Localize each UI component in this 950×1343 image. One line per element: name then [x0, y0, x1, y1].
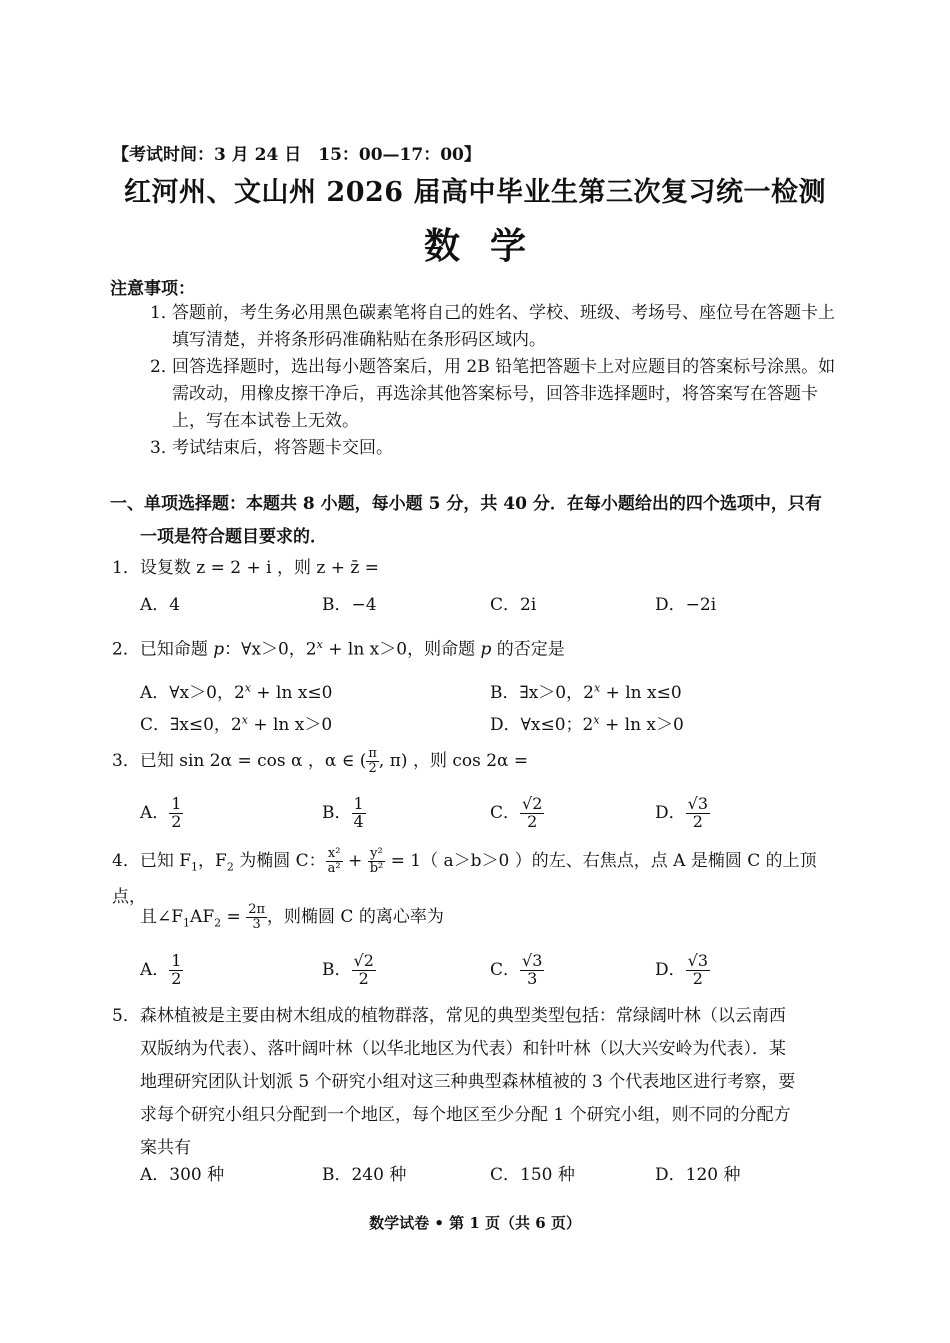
fraction-angle: [246, 903, 267, 931]
denominator: 3: [252, 917, 261, 932]
numerator: √3: [687, 951, 709, 970]
q1-option-d: D．−2i: [655, 595, 717, 615]
option-text: + ln x＞0: [247, 715, 333, 735]
denominator: 2: [171, 811, 182, 831]
question-number: 2．: [112, 639, 140, 660]
exam-title: 红河州、文山州 2026 届高中毕业生第三次复习统一检测: [124, 177, 826, 208]
fraction-x2-a2: [326, 847, 343, 875]
option-fraction: [169, 796, 183, 831]
question-number: 4．: [112, 851, 140, 871]
stem-part: ，F: [198, 851, 227, 871]
stem-var: p: [213, 639, 225, 660]
numerator: √3: [522, 951, 543, 970]
denominator: a²: [327, 861, 341, 876]
stem-part: AF: [190, 907, 215, 927]
q1-option-b: B．−4: [322, 595, 377, 615]
question-number: 3．: [112, 751, 140, 771]
question-5: [112, 1000, 842, 1165]
denominator: 3: [527, 968, 538, 988]
stem-exp: x: [316, 638, 323, 651]
stem-part: = 1（ a＞b＞0 ）的左、右焦点，点 A 是椭圆 C 的上顶点，: [112, 851, 817, 908]
option-label: B．: [490, 683, 520, 703]
option-label: C．: [490, 959, 521, 980]
notice-item-number: 3．: [150, 438, 178, 458]
stem-part: 的否定是: [491, 639, 565, 660]
option-label: A．: [140, 959, 170, 980]
stem-part: , π) ，则 cos 2α =: [378, 751, 529, 771]
fraction-y2-b2: [368, 847, 386, 875]
q2-option-c: [140, 710, 332, 735]
notice-item-text: 回答选择题时，选出每小题答案后，用 2B 铅笔把答题卡上对应题目的答案标号涂黑。如需改动，用橡皮擦干净后，再选涂其他答案标号，回答非选择题时，将答案写在答题卡上，写在本试卷上无效。: [172, 357, 836, 431]
denominator: b²: [369, 861, 384, 876]
numerator: √2: [522, 794, 543, 813]
numerator: 2π: [248, 902, 266, 918]
option-fraction: [686, 953, 710, 988]
option-fraction: [352, 953, 376, 988]
q5-option-d: D．120 种: [655, 1165, 741, 1185]
option-label: D．: [655, 802, 686, 823]
section-heading: [110, 488, 850, 554]
q1-option-c: C．2i: [490, 595, 537, 615]
option-text: ∃x＞0，2: [519, 683, 594, 703]
notice-item-text: 答题前，考生务必用黑色碳素笔将自己的姓名、学校、班级、考场号、座位号在答题卡上填写清楚，并将条形码准确粘贴在条形码区域内。: [172, 303, 835, 350]
question-3: [112, 746, 842, 776]
fraction-pi-over-2: [366, 747, 379, 775]
page-footer: 数学试卷 • 第 1 页（共 6 页）: [369, 1214, 581, 1232]
notice-item-3: [150, 435, 840, 462]
question-5-line: 案共有: [140, 1138, 191, 1158]
numerator: √3: [687, 794, 709, 813]
stem-line: 森林植被是主要由树木组成的植物群落，常见的典型类型包括：常绿阔叶林（以云南西: [139, 1006, 786, 1026]
subscript: 1: [191, 860, 199, 874]
stem-part: 且∠F: [140, 907, 184, 927]
denominator: 2: [368, 761, 377, 776]
subscript: 1: [183, 916, 191, 930]
option-fraction: [352, 796, 366, 831]
denominator: 2: [358, 968, 369, 988]
option-exp: x: [593, 713, 600, 727]
numerator: x²: [326, 847, 343, 862]
option-text: ∀x＞0，2: [169, 683, 245, 703]
q4-option-c: [490, 953, 544, 988]
section-heading-line2: 一项是符合题目要求的．: [140, 527, 327, 547]
q5-option-a: A．300 种: [140, 1165, 225, 1185]
question-2: [112, 630, 842, 665]
option-label: C．: [140, 715, 171, 735]
question-1: [112, 553, 842, 583]
stem-part: ：∀x＞0，2: [224, 639, 317, 660]
q4-option-b: [322, 953, 376, 988]
question-stem: 设复数 z = 2 + i ，则 z + z̄ =: [139, 558, 379, 578]
option-text: + ln x≤0: [600, 683, 682, 703]
q4-option-a: [140, 953, 183, 988]
option-label: D．: [655, 959, 686, 980]
q5-option-c: C．150 种: [490, 1165, 575, 1185]
stem-var: p: [480, 639, 492, 660]
stem-part: ，则椭圆 C 的离心率为: [267, 907, 444, 927]
stem-part: 已知 sin 2α = cos α ，α ∈ (: [139, 751, 367, 771]
q2-option-a: [140, 678, 332, 703]
question-5-line: 地理研究团队计划派 5 个研究小组对这三种典型森林植被的 3 个代表地区进行考察，要: [140, 1072, 796, 1092]
q3-option-c: [490, 796, 544, 831]
question-number: 5．: [112, 1006, 140, 1026]
option-text: + ln x≤0: [250, 683, 333, 703]
option-fraction: [520, 796, 544, 831]
option-fraction: [686, 796, 710, 831]
numerator: y²: [368, 847, 386, 862]
question-number: 1．: [112, 558, 140, 578]
option-exp: x: [593, 681, 601, 695]
option-fraction: [520, 953, 544, 988]
exam-time: 【考试时间：3 月 24 日 15：00—17：00】: [112, 145, 481, 165]
denominator: 2: [527, 811, 538, 831]
option-label: A．: [140, 683, 170, 703]
subscript: 2: [214, 916, 222, 930]
notice-item-text: 考试结束后，将答题卡交回。: [172, 438, 393, 458]
option-label: C．: [490, 802, 521, 823]
q3-option-a: [140, 796, 183, 831]
question-5-line: [112, 1000, 842, 1033]
stem-part: 已知命题: [139, 639, 214, 660]
option-label: B．: [322, 802, 352, 823]
q4-option-d: [655, 953, 710, 988]
option-label: B．: [322, 959, 352, 980]
notice-heading: 注意事项：: [110, 279, 195, 299]
stem-part: 为椭圆 C：: [233, 851, 326, 871]
question-5-line: 双版纳为代表）、落叶阔叶林（以华北地区为代表）和针叶林（以大兴安岭为代表）．某: [140, 1039, 786, 1059]
q3-option-d: [655, 796, 710, 831]
q3-option-b: [322, 796, 366, 831]
q2-option-d: [490, 710, 684, 735]
question-4-line2: [140, 902, 870, 938]
option-text: + ln x＞0: [599, 715, 684, 735]
numerator: 1: [171, 951, 182, 970]
option-label: D．: [490, 715, 521, 735]
numerator: √2: [353, 951, 374, 970]
denominator: 4: [353, 811, 364, 831]
option-label: A．: [140, 802, 170, 823]
numerator: 1: [171, 794, 182, 813]
denominator: 2: [692, 968, 703, 988]
denominator: 2: [171, 968, 182, 988]
notice-item-number: 2．: [150, 357, 178, 377]
notice-item-2: [150, 354, 840, 435]
option-exp: x: [241, 713, 248, 727]
notice-item-number: 1．: [150, 303, 178, 323]
question-5-line: 求每个研究小组只分配到一个地区，每个地区至少分配 1 个研究小组，则不同的分配方: [140, 1105, 791, 1125]
numerator: π: [368, 746, 377, 762]
denominator: 2: [692, 811, 703, 831]
q5-option-b: B．240 种: [322, 1165, 407, 1185]
stem-part: 已知 F: [139, 851, 192, 871]
stem-part: + ln x＞0，则命题: [322, 639, 481, 660]
subject-title: 数学: [423, 225, 556, 267]
q2-option-b: [490, 678, 682, 703]
option-exp: x: [244, 681, 251, 695]
stem-part: =: [221, 907, 247, 927]
stem-part: +: [342, 851, 368, 871]
subscript: 2: [226, 860, 234, 874]
notice-item-1: [150, 300, 840, 354]
section-heading-line1: 一、单项选择题：本题共 8 小题，每小题 5 分，共 40 分．在每小题给出的四个选项中，只有: [110, 494, 822, 514]
option-text: ∃x≤0，2: [170, 715, 242, 735]
numerator: 1: [353, 794, 364, 813]
option-fraction: [169, 953, 183, 988]
q1-option-a: A．4: [140, 595, 181, 615]
option-text: ∀x≤0；2: [520, 715, 594, 735]
